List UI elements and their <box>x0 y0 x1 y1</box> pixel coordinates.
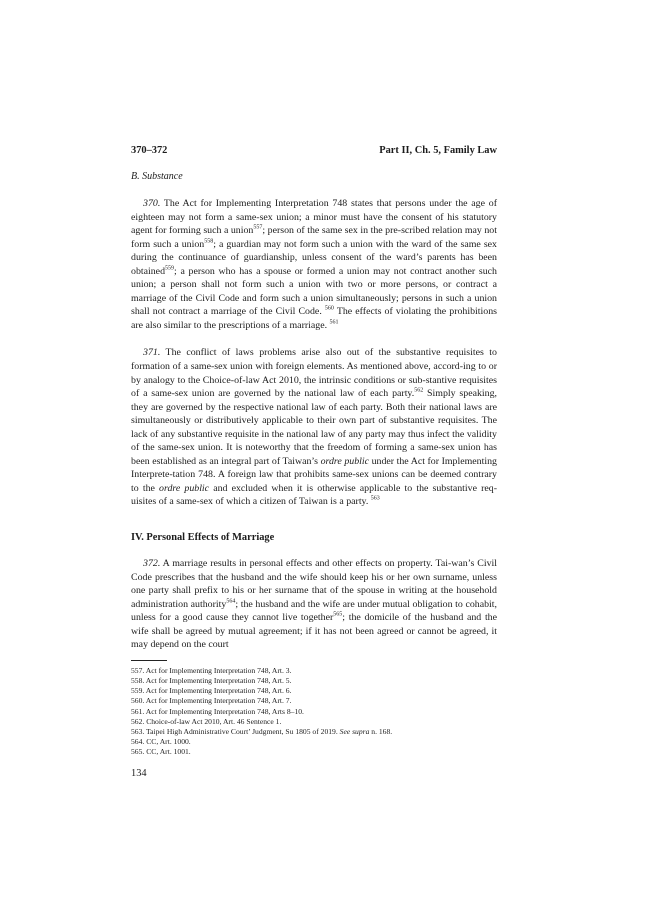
footnote-557: 557. Act for Implementing Interpretation 748, Art. 3. <box>131 665 292 675</box>
footnote-ref: 559 <box>165 265 175 272</box>
header-chapter-title: Part II, Ch. 5, Family Law <box>379 145 497 156</box>
page-content <box>131 144 497 779</box>
footnote-ref: 564 <box>226 598 236 605</box>
paragraph-372: 372. A marriage results in personal effects and other effects on property. Tai-wan’s Civil Code prescribes that the husband and the wife should keep his or her own surname, unless one party shall prefix to his or her surname that of the spouse in writing at the household administration authority$^{564}$; the husband and the wife are under mutual obligation to cohabit, unless for a good cause they cannot live together$^{565}$; the domicile of the husband and the wife shall be agreed by mutual agreement; if it has not been agreed or cannot be agreed, it may depend on the court <box>131 558 498 651</box>
italic-term: ordre public <box>159 482 210 494</box>
footnote-divider <box>131 660 167 661</box>
footnote-ref: 560 <box>324 306 334 313</box>
footnote-558: 558. Act for Implementing Interpretation 748, Art. 5. <box>131 676 292 686</box>
footnote-ref: 557 <box>253 224 263 231</box>
italic-term: ordre public <box>320 455 370 467</box>
section-heading: IV. Personal Effects of Marriage <box>131 532 275 544</box>
footnote-564: 564. CC, Art. 1000. <box>131 737 191 747</box>
paragraph-370: 370. The Act for Implementing Interpretation 748 states that persons under the age of eighteen may not form a same-sex union; a minor must have the consent of his statutory agent for forming such a union$^{557}$; person of the same sex in the pre-scribed relation may not form such a union$^{558}$; a guardian may not form such a union with the ward of the same sex during the continuance of guardianship, unless consent of the ward’s parents has been obtained$^{559}$; a person who has a spouse or formed a union may not contract another such union; a person shall not form such a union with two or more persons, or contract a marriage of the Civil Code and form such a union simultaneously; persons in such a union shall not contract a marriage of the Civil Code. $^{560}$ The effects of violating the prohibitions are also similar to the prescriptions of a marriage. $^{561}$ <box>131 198 498 331</box>
footnote-561: 561. Act for Implementing Interpretation 748, Arts 8–10. <box>131 706 304 716</box>
paragraph-number: 370. <box>143 198 161 209</box>
footnote-ref: 563 <box>370 496 380 503</box>
footnote-ref: 565 <box>333 611 343 618</box>
paragraph-371: 371. The conflict of laws problems arise also out of the substantive requisites to formation of a same-sex union with foreign elements. As mentioned above, accord-ing to or by analogy to the Choice-of-law Act 2010, the intrinsic conditions or sub-stantive requisites of a same-sex union are governed by the national law of each party.$^{562}$ Simply speaking, they are governed by the respective national law of each party. Both their national laws are simultaneously or distributively applicable to their own part of substantive requisites. The lack of any substantive requisite in the national law of any party may thus infect the validity of the same-sex union. It is noteworthy that the freedom of forming a same-sex union has been established as an integral part of Taiwan’s ordre public under the Act for Implementing Interprete-tation 748. A foreign law that prohibits same-sex unions can be deemed contrary to the ordre public and excluded when it is otherwise applicable to the substantive req-uisites of a same-sex of which a citizen of Taiwan is a party. $^{563}$ <box>131 347 497 508</box>
footnote-559: 559. Act for Implementing Interpretation 748, Art. 6. <box>131 686 292 696</box>
footnote-ref: 558 <box>204 238 214 245</box>
footnote-ref: 561 <box>329 319 339 326</box>
paragraph-number: 372. <box>143 558 161 570</box>
footnote-563: 563. Taipei High Administrative Court’ Judgment, Su 1805 of 2019. See supra n. 168. <box>131 727 393 737</box>
footnote-565: 565. CC, Art. 1001. <box>131 747 191 757</box>
header-section-range: 370–372 <box>131 145 168 156</box>
footnote-560: 560. Act for Implementing Interpretation 748, Art. 7. <box>131 696 292 706</box>
footnotes <box>131 666 497 758</box>
running-header <box>131 144 497 157</box>
page-number: 134 <box>131 767 147 779</box>
footnote-ref: 562 <box>414 387 424 394</box>
footnote-562: 562. Choice-of-law Act 2010, Art. 46 Sentence 1. <box>131 716 282 726</box>
paragraph-number: 371. <box>143 347 161 359</box>
subheading: B. Substance <box>131 171 183 182</box>
